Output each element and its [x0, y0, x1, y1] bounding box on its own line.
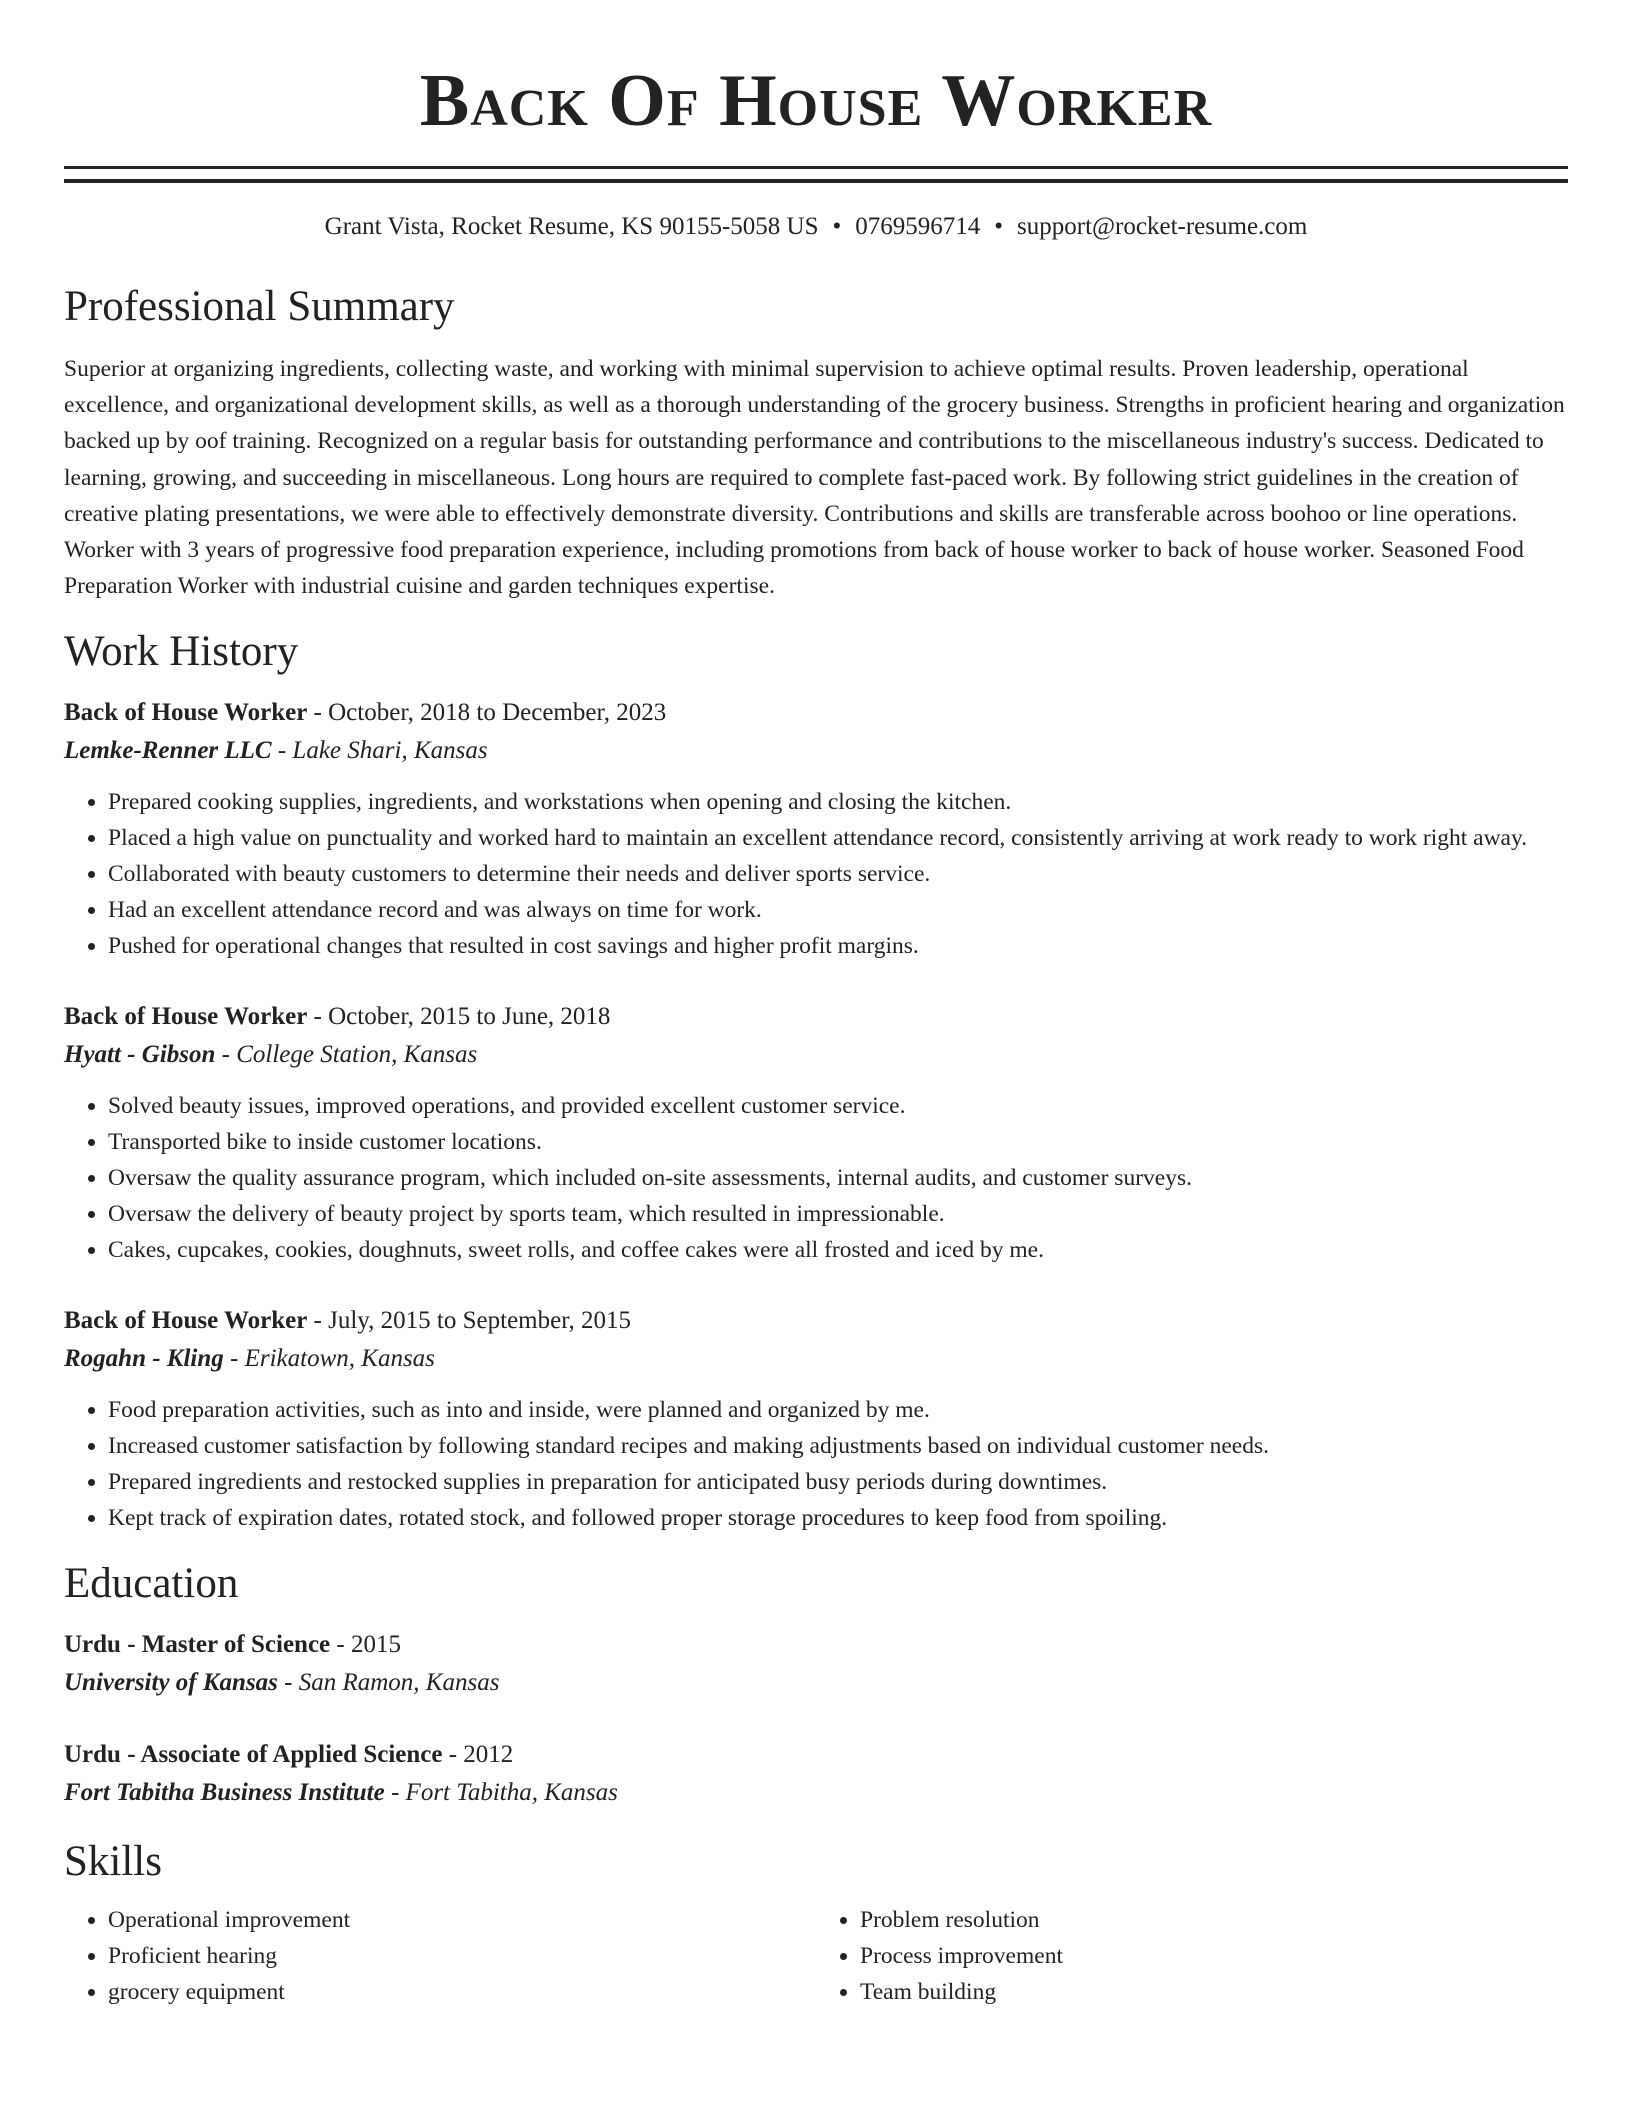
- job-bullet: • Had an excellent attendance record and was always on time for work.: [108, 892, 1568, 928]
- job-company-line: [64, 1036, 1568, 1074]
- skill-item: • Process improvement: [860, 1938, 1568, 1974]
- job-role: Back of House Worker: [64, 699, 308, 727]
- job-bullet: • Food preparation activities, such as into and inside, were planned and organized by me.: [108, 1392, 1568, 1428]
- header-double-rule: [64, 166, 1568, 183]
- job-company: Rogahn - Kling: [64, 1345, 224, 1373]
- education-heading: Education: [64, 1560, 239, 1608]
- job-bullet: • Prepared ingredients and restocked supplies in preparation for anticipated busy periods during downtimes.: [108, 1464, 1568, 1500]
- skills-grid: [64, 1902, 1568, 2010]
- contact-separator: •: [832, 213, 842, 240]
- job-bullet: • Solved beauty issues, improved operations, and provided excellent customer service.: [108, 1088, 1568, 1124]
- job-company: Hyatt - Gibson: [64, 1041, 216, 1069]
- education-degree-line: [64, 1626, 1568, 1664]
- education-degree: Urdu - Associate of Applied Science: [64, 1741, 443, 1769]
- job-company-line: [64, 1340, 1568, 1378]
- job-location: - Erikatown, Kansas: [223, 1345, 435, 1373]
- summary-heading: Professional Summary: [64, 283, 455, 330]
- job-bullet: • Increased customer satisfaction by following standard recipes and making adjustments based on individual customer needs.: [108, 1428, 1568, 1464]
- job-bullets: [64, 1392, 1568, 1536]
- job-bullet: • Transported bike to inside customer locations.: [108, 1124, 1568, 1160]
- contact-email: support@rocket-resume.com: [1017, 213, 1308, 240]
- education-entry: [64, 1736, 1568, 1812]
- education-school-line: [64, 1774, 1568, 1812]
- job-role: Back of House Worker: [64, 1003, 308, 1031]
- skills-list-right: [816, 1902, 1568, 2010]
- work-history-heading: Work History: [64, 628, 299, 676]
- job-bullet: • Pushed for operational changes that resulted in cost savings and higher profit margins.: [108, 928, 1568, 964]
- resume-name: Back Of House Worker: [419, 60, 1213, 142]
- education-degree: Urdu - Master of Science: [64, 1631, 331, 1659]
- job-entry: [64, 1302, 1568, 1536]
- job-title-line: [64, 694, 1568, 732]
- job-bullet: • Oversaw the delivery of beauty project by sports team, which resulted in impressionable.: [108, 1196, 1568, 1232]
- education-school: University of Kansas: [64, 1669, 278, 1697]
- skills-heading: Skills: [64, 1838, 162, 1886]
- job-bullet: • Collaborated with beauty customers to determine their needs and deliver sports service.: [108, 856, 1568, 892]
- job-company: Lemke-Renner LLC: [64, 737, 272, 765]
- job-location: - College Station, Kansas: [215, 1041, 478, 1069]
- job-title-line: [64, 998, 1568, 1036]
- contact-phone: 0769596714: [855, 213, 981, 240]
- job-location: - Lake Shari, Kansas: [271, 737, 488, 765]
- skill-item: • Operational improvement: [108, 1902, 816, 1938]
- job-entry: [64, 694, 1568, 964]
- job-bullet: • Prepared cooking supplies, ingredients, and workstations when opening and closing the kitchen.: [108, 784, 1568, 820]
- education-year: - 2015: [330, 1631, 401, 1659]
- contact-line: [64, 211, 1568, 243]
- job-company-line: [64, 732, 1568, 770]
- contact-separator: •: [994, 213, 1004, 240]
- education-school: Fort Tabitha Business Institute: [64, 1779, 385, 1807]
- education-location: - Fort Tabitha, Kansas: [384, 1779, 618, 1807]
- job-bullets: [64, 1088, 1568, 1268]
- skill-item: • Team building: [860, 1974, 1568, 2010]
- job-role: Back of House Worker: [64, 1307, 308, 1335]
- skill-item: • Proficient hearing: [108, 1938, 816, 1974]
- skill-item: • Problem resolution: [860, 1902, 1568, 1938]
- education-entry: [64, 1626, 1568, 1702]
- education-year: - 2012: [442, 1741, 514, 1769]
- education-location: - San Ramon, Kansas: [277, 1669, 500, 1697]
- job-dates: - July, 2015 to September, 2015: [307, 1307, 632, 1335]
- job-bullets: [64, 784, 1568, 964]
- education-degree-line: [64, 1736, 1568, 1774]
- job-bullet: • Kept track of expiration dates, rotated stock, and followed proper storage procedures to keep food from spoiling.: [108, 1500, 1568, 1536]
- job-dates: - October, 2015 to June, 2018: [307, 1003, 611, 1031]
- contact-address: Grant Vista, Rocket Resume, KS 90155-5058 US: [324, 213, 819, 240]
- education-school-line: [64, 1664, 1568, 1702]
- job-entry: [64, 998, 1568, 1268]
- job-bullet: • Placed a high value on punctuality and worked hard to maintain an excellent attendance record, consistently arriving at work ready to work right away.: [108, 820, 1568, 856]
- skills-list-left: [64, 1902, 816, 2010]
- skill-item: • grocery equipment: [108, 1974, 816, 2010]
- job-title-line: [64, 1302, 1568, 1340]
- summary-text: Superior at organizing ingredients, collecting waste, and working with minimal supervision to achieve optimal results. Proven leadership, operational excellence, and organizational development skills, as well as a thorough understanding of the grocery business. Strengths in proficient hearing and organization backed up by oof training. Recognized on a regular basis for outstanding performance and contributions to the miscellaneous industry's success. Dedicated to learning, growing, and succeeding in miscellaneous. Long hours are required to complete fast-paced work. By following strict guidelines in the creation of creative plating presentations, we were able to effectively demonstrate diversity. Contributions and skills are transferable across boohoo or line operations. Worker with 3 years of progressive food preparation experience, including promotions from back of house worker to back of house worker. Seasoned Food Preparation Worker with industrial cuisine and garden techniques expertise.: [64, 356, 1565, 600]
- job-bullet: • Cakes, cupcakes, cookies, doughnuts, sweet rolls, and coffee cakes were all frosted and iced by me.: [108, 1232, 1568, 1268]
- job-bullet: • Oversaw the quality assurance program, which included on-site assessments, internal audits, and customer surveys.: [108, 1160, 1568, 1196]
- job-dates: - October, 2018 to December, 2023: [307, 699, 667, 727]
